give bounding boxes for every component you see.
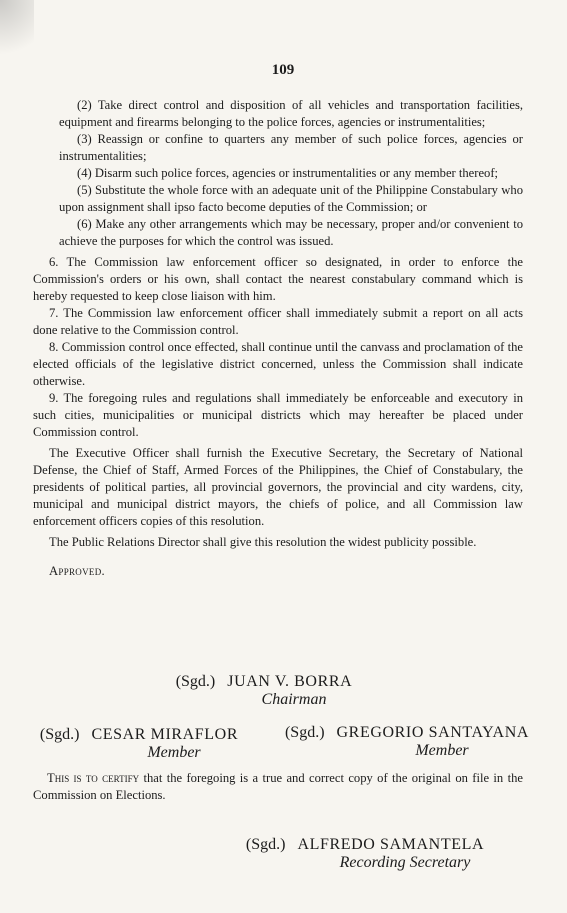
paragraph-6: 6. The Commission law enforcement officer so designated, in order to enforce the Commission's orders or his own, shall contact the nearest constabulary command which is hereby requested to keep close liaison with him. (33, 255, 523, 303)
subitem-6: (6) Make any other arrangements which may be necessary, proper and/or convenient to achieve the purposes for which the control was issued. (59, 217, 523, 248)
signature-member-right (282, 724, 532, 760)
certification-paragraph (33, 770, 523, 804)
paragraph-publicity: The Public Relations Director shall give this resolution the widest publicity possible. (49, 535, 477, 549)
signed-mark: (Sgd.) (284, 724, 325, 741)
paragraph-distribution: The Executive Officer shall furnish the Executive Secretary, the Secretary of National Defense, the Chief of Staff, Armed Forces of the Philippines, the Chief of Constabulary, the presidents of political parties, all provincial governors, the provincial and city wardens, city, municipal and municipal district mayors, the chiefs of police, and all Commission law enforcement officers copies of this resolution. (33, 446, 523, 528)
signatory-title: Chairman (261, 691, 327, 708)
approved-label: Approved. (49, 564, 105, 578)
signatory-name: CESAR MIRAFLOR (91, 726, 239, 743)
signature-member-left (28, 726, 250, 762)
paragraph-7: 7. The Commission law enforcement officer shall immediately submit a report on all acts done relative to the Commission control. (33, 306, 523, 337)
paragraph-9: 9. The foregoing rules and regulations shall immediately be enforceable and executory in such cities, municipalities or municipal districts which may hereafter be placed under Commission control. (33, 391, 523, 439)
certify-lead: This is to certify (47, 771, 140, 785)
subitem-5: (5) Substitute the whole force with an adequate unit of the Philippine Constabulary who upon assignment shall ipso facto become deputies of the Commission; or (59, 183, 523, 214)
page-number: 109 (271, 62, 295, 78)
subitem-4: (4) Disarm such police forces, agencies or instrumentalities or any member thereof; (77, 166, 499, 180)
subitem-3: (3) Reassign or confine to quarters any member of such police forces, agencies or instrumentalities; (59, 132, 523, 163)
signatory-name: JUAN V. BORRA (227, 673, 353, 690)
signed-mark: (Sgd.) (39, 726, 80, 743)
signature-secretary (240, 836, 490, 872)
subitem-list (33, 97, 523, 250)
signatory-name: GREGORIO SANTAYANA (336, 724, 530, 741)
signatory-name: ALFREDO SAMANTELA (297, 836, 485, 853)
page-corner-shadow (0, 0, 34, 70)
signatory-title: Member (415, 742, 469, 759)
signature-chairman (154, 673, 374, 709)
signed-mark: (Sgd.) (245, 836, 286, 853)
certify-text: that the foregoing is a true and correct copy of the original on file in the Commission on Elections. (33, 771, 523, 802)
signed-mark: (Sgd.) (175, 673, 216, 690)
signatory-title: Recording Secretary (339, 854, 471, 871)
paragraph-8: 8. Commission control once effected, shall continue until the canvass and proclamation of the elected officials of the legislative district concerned, unless the Commission shall indicate otherwise. (33, 340, 523, 388)
signatory-title: Member (147, 744, 201, 761)
document-body (33, 62, 523, 580)
subitem-2: (2) Take direct control and disposition of all vehicles and transportation facilities, equipment and firearms belonging to the police forces, agencies or instrumentalities; (59, 98, 523, 129)
